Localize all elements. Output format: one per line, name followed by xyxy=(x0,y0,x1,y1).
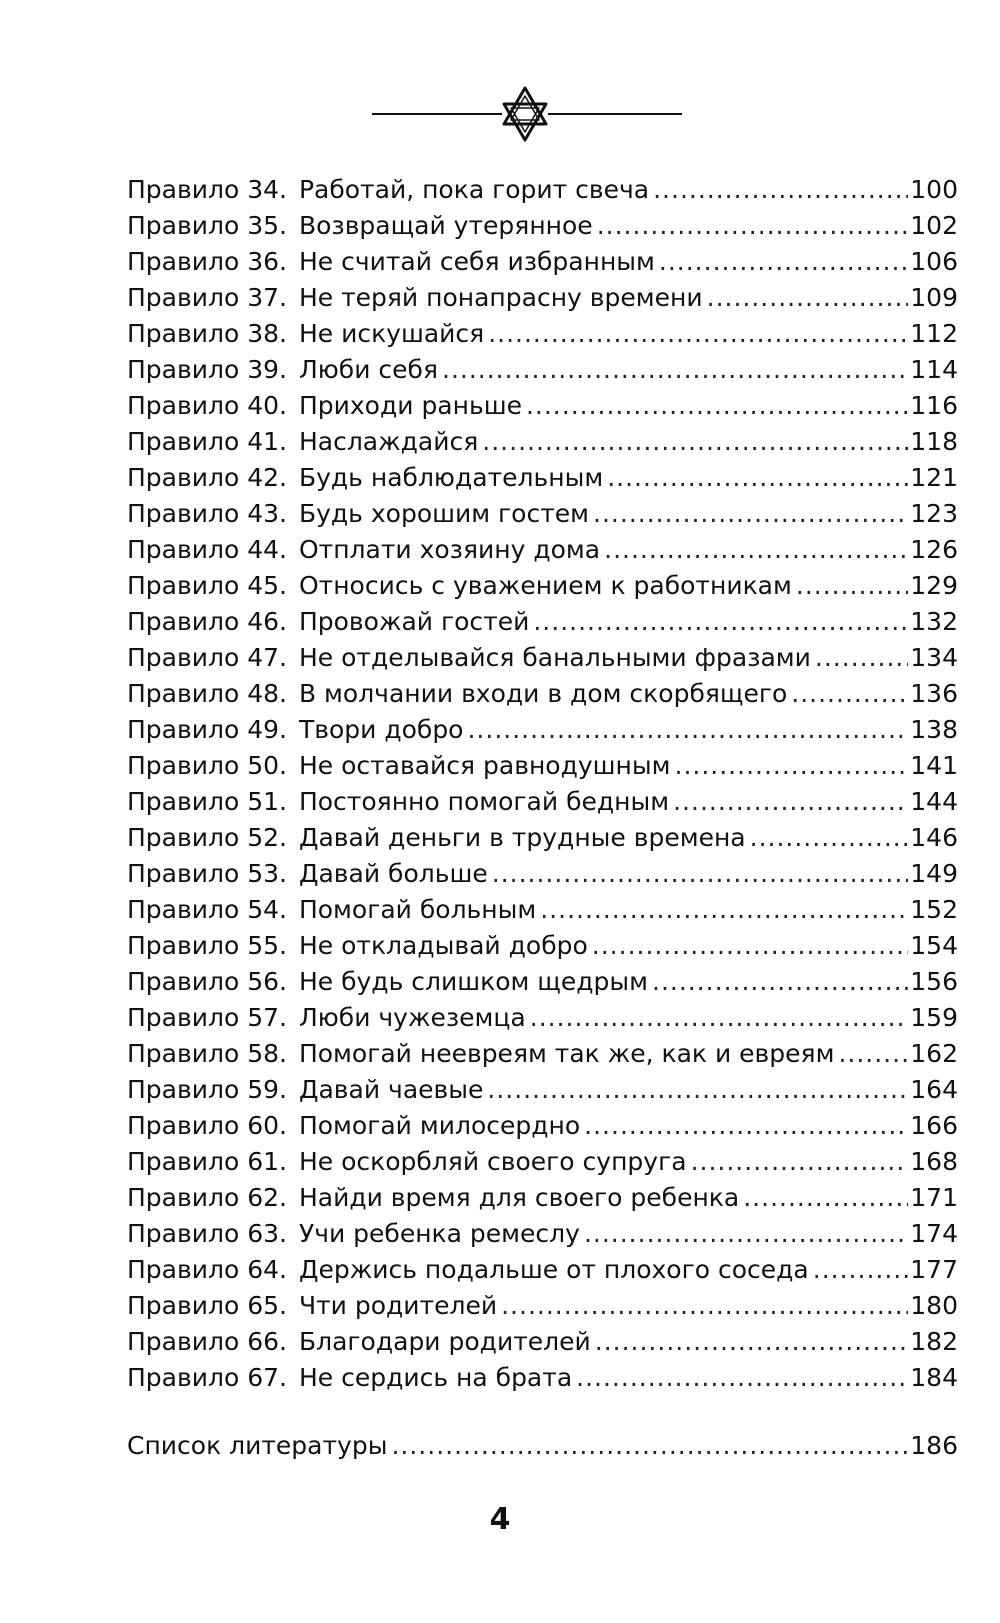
rule-page-number: 156 xyxy=(910,967,958,996)
toc-entry[interactable] xyxy=(127,208,958,244)
toc-entry[interactable] xyxy=(127,856,958,892)
toc-entry[interactable] xyxy=(127,1252,958,1288)
rule-number: Правило 46. xyxy=(127,607,287,636)
rule-title: Давай чаевые xyxy=(298,1075,484,1104)
rule-title: Будь наблюдательным xyxy=(298,463,604,492)
toc-entry[interactable] xyxy=(127,568,958,604)
rule-page-number: 102 xyxy=(910,211,958,240)
rule-page-number: 100 xyxy=(910,175,958,204)
rule-number: Правило 50. xyxy=(127,751,287,780)
rule-page-number: 136 xyxy=(910,679,958,708)
rule-number: Правило 45. xyxy=(127,571,287,600)
rule-number: Правило 40. xyxy=(127,391,287,420)
rule-page-number: 134 xyxy=(910,643,958,672)
dot-leader xyxy=(707,280,909,316)
rule-title: Люби чужеземца xyxy=(298,1003,526,1032)
rule-number: Правило 67. xyxy=(127,1363,287,1392)
rule-title: Не отделывайся банальными фразами xyxy=(298,643,811,672)
rule-number: Правило 59. xyxy=(127,1075,287,1104)
rule-title: Не оставайся равнодушным xyxy=(298,751,671,780)
rule-title: Держись подальше от плохого соседа xyxy=(298,1255,809,1284)
rule-title: Будь хорошим гостем xyxy=(298,499,590,528)
dot-leader xyxy=(576,1360,908,1396)
rule-page-number: 112 xyxy=(910,319,958,348)
rule-number: Правило 55. xyxy=(127,931,287,960)
rule-title: Не откладывай добро xyxy=(298,931,588,960)
rule-number: Правило 63. xyxy=(127,1219,287,1248)
rule-number: Правило 64. xyxy=(127,1255,287,1284)
dot-leader xyxy=(791,676,908,712)
rule-number: Правило 42. xyxy=(127,463,287,492)
dot-leader xyxy=(526,388,908,424)
toc-entry[interactable] xyxy=(127,1288,958,1324)
rule-page-number: 123 xyxy=(910,499,958,528)
rule-number: Правило 61. xyxy=(127,1147,287,1176)
rule-title: Помогай больным xyxy=(298,895,537,924)
rule-number: Правило 65. xyxy=(127,1291,287,1320)
rule-number: Правило 51. xyxy=(127,787,287,816)
rule-number: Правило 53. xyxy=(127,859,287,888)
rule-title: Не теряй понапрасну времени xyxy=(298,283,703,312)
toc-entry[interactable] xyxy=(127,784,958,820)
dot-leader xyxy=(540,892,908,928)
toc-entry[interactable] xyxy=(127,424,958,460)
rule-title: Давай деньги в трудные времена xyxy=(298,823,746,852)
rule-page-number: 114 xyxy=(910,355,958,384)
rule-number: Правило 56. xyxy=(127,967,287,996)
dot-leader xyxy=(659,244,908,280)
toc-entry[interactable] xyxy=(127,280,958,316)
toc-entry[interactable] xyxy=(127,964,958,1000)
rule-number: Правило 41. xyxy=(127,427,287,456)
rule-title: Работай, пока горит свеча xyxy=(298,175,650,204)
dot-leader xyxy=(607,460,908,496)
dot-leader xyxy=(796,568,908,604)
rule-title: Люби себя xyxy=(298,355,438,384)
dot-leader xyxy=(653,172,908,208)
dot-leader xyxy=(584,1108,908,1144)
dot-leader xyxy=(813,1252,909,1288)
rule-title: Не будь слишком щедрым xyxy=(298,967,648,996)
toc-entry[interactable] xyxy=(127,676,958,712)
rule-number: Правило 58. xyxy=(127,1039,287,1068)
rule-title: Твори добро xyxy=(298,715,464,744)
dot-leader xyxy=(533,604,908,640)
rule-page-number: 149 xyxy=(910,859,958,888)
toc-entry[interactable] xyxy=(127,892,958,928)
rule-page-number: 152 xyxy=(910,895,958,924)
rule-page-number: 118 xyxy=(910,427,958,456)
rule-number: Правило 54. xyxy=(127,895,287,924)
toc-entry[interactable] xyxy=(127,1324,958,1360)
rule-title: Найди время для своего ребенка xyxy=(298,1183,740,1212)
rule-number: Правило 57. xyxy=(127,1003,287,1032)
dot-leader xyxy=(604,532,908,568)
rule-number: Правило 38. xyxy=(127,319,287,348)
rule-page-number: 182 xyxy=(910,1327,958,1356)
rule-page-number: 174 xyxy=(910,1219,958,1248)
toc-entry[interactable] xyxy=(127,172,958,208)
dot-leader xyxy=(593,496,908,532)
dot-leader xyxy=(652,964,908,1000)
rule-page-number: 184 xyxy=(910,1363,958,1392)
rule-page-number: 166 xyxy=(910,1111,958,1140)
page-number: 4 xyxy=(489,1502,511,1537)
toc-entry[interactable] xyxy=(127,532,958,568)
toc-entry[interactable] xyxy=(127,388,958,424)
toc-entry[interactable] xyxy=(127,1036,958,1072)
rule-title: Не искушайся xyxy=(298,319,485,348)
toc-entry[interactable] xyxy=(127,496,958,532)
rule-page-number: 106 xyxy=(910,247,958,276)
rule-number: Правило 35. xyxy=(127,211,287,240)
dot-leader xyxy=(391,1428,908,1464)
rule-page-number: 138 xyxy=(910,715,958,744)
rule-title: Относись с уважением к работникам xyxy=(298,571,792,600)
rule-page-number: 126 xyxy=(910,535,958,564)
rule-title: Чти родителей xyxy=(298,1291,498,1320)
star-of-david-icon xyxy=(504,88,546,140)
dot-leader xyxy=(691,1144,909,1180)
rule-number: Правило 39. xyxy=(127,355,287,384)
rule-number: Правило 52. xyxy=(127,823,287,852)
rule-page-number: 168 xyxy=(910,1147,958,1176)
toc-entry[interactable] xyxy=(127,460,958,496)
rule-title: Постоянно помогай бедным xyxy=(298,787,670,816)
rule-number: Правило 49. xyxy=(127,715,287,744)
rule-page-number: 180 xyxy=(910,1291,958,1320)
dot-leader xyxy=(501,1288,908,1324)
literature-page-number: 186 xyxy=(910,1431,958,1460)
toc-entry[interactable] xyxy=(127,712,958,748)
rule-title: Наслаждайся xyxy=(298,427,479,456)
rule-page-number: 164 xyxy=(910,1075,958,1104)
rule-page-number: 159 xyxy=(910,1003,958,1032)
rule-number: Правило 48. xyxy=(127,679,287,708)
dot-leader xyxy=(743,1180,908,1216)
rule-number: Правило 44. xyxy=(127,535,287,564)
rule-number: Правило 66. xyxy=(127,1327,287,1356)
rule-page-number: 141 xyxy=(910,751,958,780)
rule-page-number: 144 xyxy=(910,787,958,816)
dot-leader xyxy=(595,1324,909,1360)
rule-title: Отплати хозяину дома xyxy=(298,535,601,564)
toc-entry[interactable] xyxy=(127,928,958,964)
toc-entry[interactable] xyxy=(127,1000,958,1036)
dot-leader xyxy=(492,856,909,892)
dot-leader xyxy=(442,352,908,388)
rule-title: Не оскорбляй своего супруга xyxy=(298,1147,687,1176)
dot-leader xyxy=(487,1072,908,1108)
rule-page-number: 132 xyxy=(910,607,958,636)
rule-title: Благодари родителей xyxy=(298,1327,591,1356)
toc-entry[interactable] xyxy=(127,748,958,784)
rule-title: Помогай неевреям так же, как и евреям xyxy=(298,1039,835,1068)
table-of-contents xyxy=(127,172,958,1396)
toc-entry[interactable] xyxy=(127,820,958,856)
toc-entry[interactable] xyxy=(127,1180,958,1216)
toc-entry[interactable] xyxy=(127,1360,958,1396)
dot-leader xyxy=(467,712,908,748)
dot-leader xyxy=(750,820,909,856)
rule-title: Не считай себя избранным xyxy=(298,247,655,276)
rule-page-number: 154 xyxy=(910,931,958,960)
rule-page-number: 129 xyxy=(910,571,958,600)
rule-title: Возвращай утерянное xyxy=(298,211,593,240)
toc-entry[interactable] xyxy=(127,1144,958,1180)
rule-title: Провожай гостей xyxy=(298,607,530,636)
rule-page-number: 162 xyxy=(910,1039,958,1068)
rule-title: В молчании входи в дом скорбящего xyxy=(298,679,788,708)
toc-entry[interactable] xyxy=(127,640,958,676)
rule-page-number: 177 xyxy=(910,1255,958,1284)
rule-number: Правило 36. xyxy=(127,247,287,276)
rule-page-number: 146 xyxy=(910,823,958,852)
rule-title: Давай больше xyxy=(298,859,488,888)
dot-leader xyxy=(675,748,909,784)
rule-title: Помогай милосердно xyxy=(298,1111,581,1140)
rule-page-number: 171 xyxy=(910,1183,958,1212)
toc-entry[interactable] xyxy=(127,352,958,388)
toc-entry-literature[interactable] xyxy=(127,1428,958,1464)
toc-entry[interactable] xyxy=(127,316,958,352)
toc-entry[interactable] xyxy=(127,244,958,280)
toc-entry[interactable] xyxy=(127,1072,958,1108)
rule-title: Учи ребенка ремеслу xyxy=(298,1219,580,1248)
rule-number: Правило 34. xyxy=(127,175,287,204)
rule-page-number: 109 xyxy=(910,283,958,312)
toc-entry[interactable] xyxy=(127,1216,958,1252)
toc-entry[interactable] xyxy=(127,1108,958,1144)
dot-leader xyxy=(597,208,909,244)
rule-number: Правило 60. xyxy=(127,1111,287,1140)
literature-title: Список литературы xyxy=(127,1431,388,1460)
dot-leader xyxy=(584,1216,908,1252)
rule-page-number: 116 xyxy=(910,391,958,420)
dot-leader xyxy=(488,316,908,352)
dot-leader xyxy=(592,928,909,964)
rule-number: Правило 37. xyxy=(127,283,287,312)
rule-title: Приходи раньше xyxy=(298,391,522,420)
dot-leader xyxy=(530,1000,909,1036)
rule-title: Не сердись на брата xyxy=(298,1363,573,1392)
dot-leader xyxy=(673,784,908,820)
dot-leader xyxy=(838,1036,908,1072)
rule-page-number: 121 xyxy=(910,463,958,492)
rule-number: Правило 43. xyxy=(127,499,287,528)
dot-leader xyxy=(482,424,908,460)
rule-number: Правило 62. xyxy=(127,1183,287,1212)
dot-leader xyxy=(815,640,908,676)
header-ornament xyxy=(372,84,706,148)
toc-entry[interactable] xyxy=(127,604,958,640)
rule-number: Правило 47. xyxy=(127,643,287,672)
